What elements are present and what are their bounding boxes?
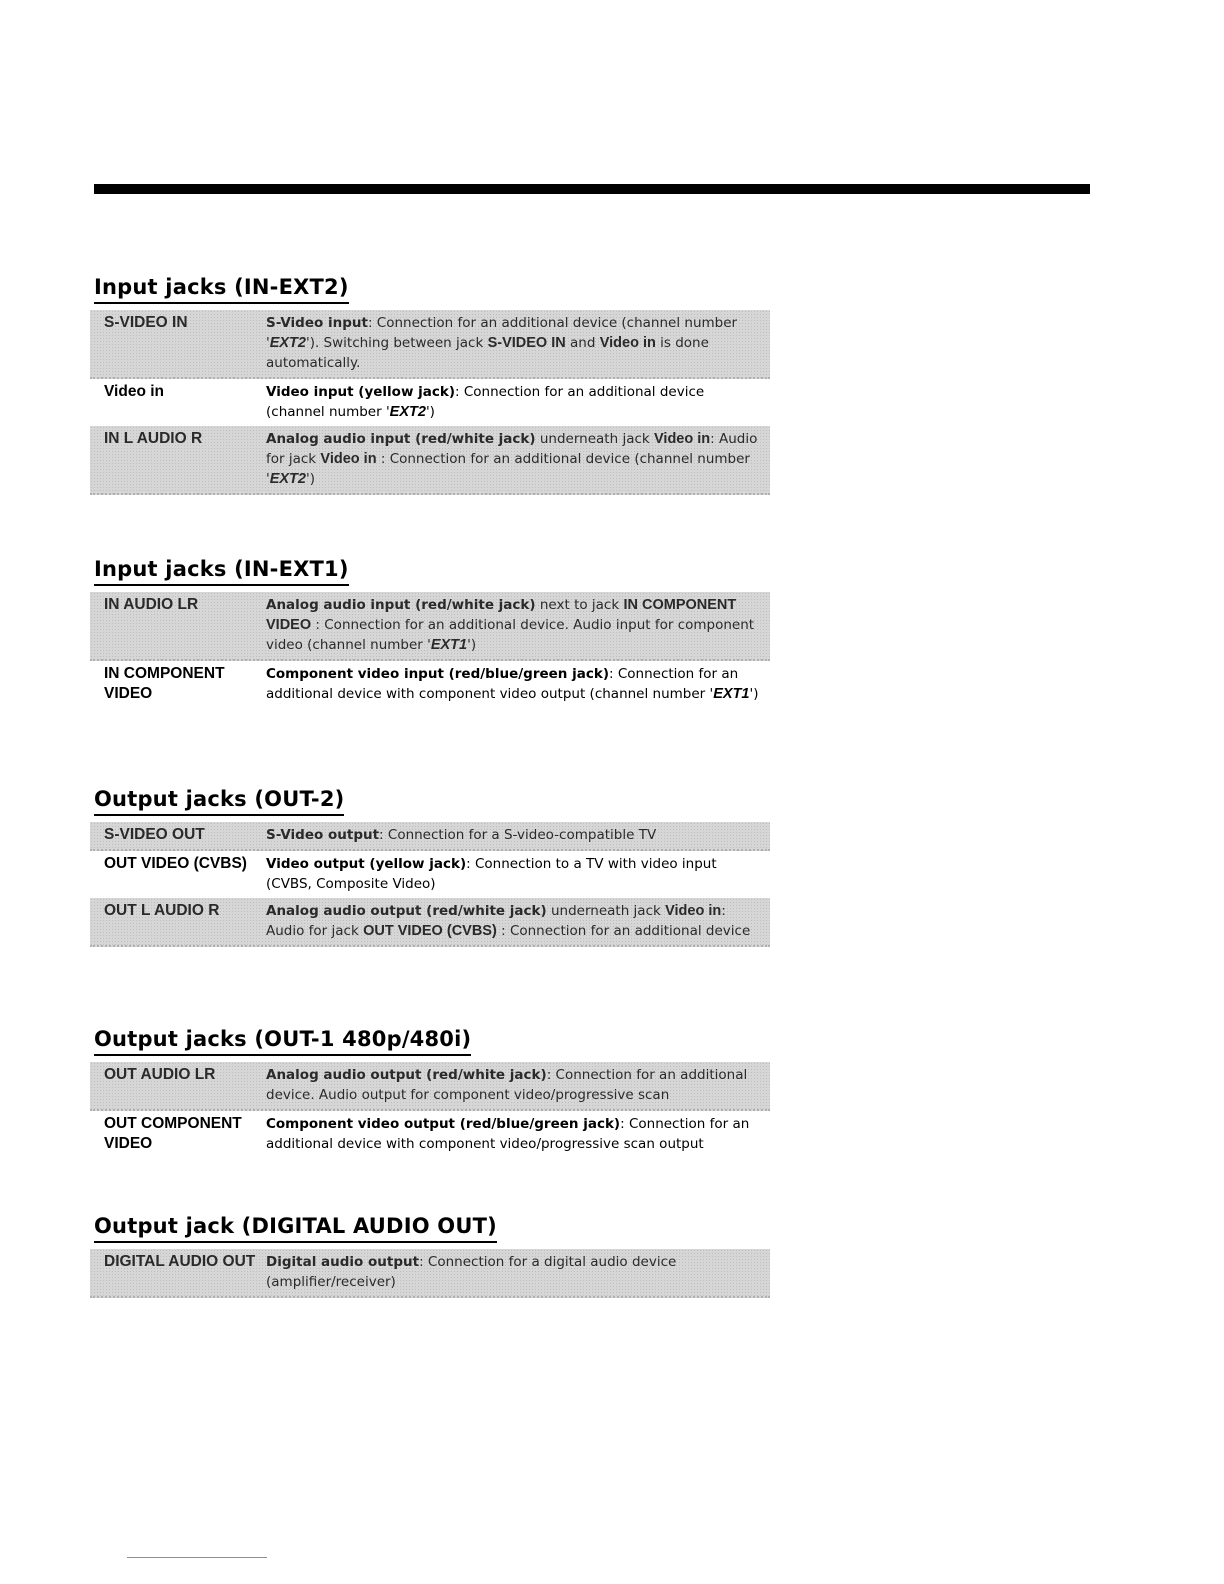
- section-in-ext1: [90, 556, 770, 708]
- description-text: Analog audio input (red/white jack): [266, 597, 536, 613]
- section-out-2: [90, 786, 770, 947]
- jack-name: OUT COMPONENT VIDEO: [104, 1115, 242, 1152]
- description-text: Video output (yellow jack): [266, 856, 467, 872]
- description-text: '): [467, 637, 477, 653]
- description-text: Video in: [599, 335, 656, 351]
- description-text: : Connection for a digital audio device (amplifier/receiver): [266, 1254, 677, 1290]
- table-row: [90, 661, 770, 708]
- jack-name: OUT VIDEO (CVBS): [104, 855, 247, 872]
- description-text: EXT1: [713, 686, 750, 702]
- jack-description: [266, 1252, 770, 1292]
- table-row: [90, 822, 770, 851]
- footer-rule: [127, 1557, 267, 1558]
- description-text: : Connection for an additional device (channel number ': [266, 451, 750, 487]
- jack-name: IN COMPONENT VIDEO: [104, 665, 225, 702]
- jack-table: [90, 822, 770, 947]
- description-text: : Audio for jack: [266, 903, 726, 939]
- description-text: : Connection to a TV with video input (CVBS, Composite Video): [266, 856, 717, 892]
- description-text: : Connection for a S-video-compatible TV: [379, 827, 657, 843]
- jack-table: [90, 1249, 770, 1298]
- top-rule: [94, 184, 1090, 194]
- jack-name: S-VIDEO IN: [104, 314, 188, 331]
- description-text: '): [305, 471, 315, 487]
- description-text: Analog audio output (red/white jack): [266, 903, 547, 919]
- jack-description: [266, 313, 770, 373]
- description-text: IN COMPONENT VIDEO: [266, 597, 737, 633]
- table-row: [90, 310, 770, 379]
- table-row: [90, 1111, 770, 1158]
- jack-description: [266, 1114, 770, 1154]
- jack-table: [90, 310, 770, 495]
- section-heading: Input jacks (IN-EXT2): [94, 274, 349, 304]
- table-row: [90, 851, 770, 898]
- description-text: S-Video output: [266, 827, 380, 843]
- description-text: OUT VIDEO (CVBS): [363, 923, 497, 939]
- description-text: Video input (yellow jack): [266, 384, 456, 400]
- description-text: : Connection for an additional device with component video/progressive scan output: [266, 1116, 750, 1152]
- jack-name: IN L AUDIO R: [104, 430, 203, 447]
- description-text: next to jack: [535, 597, 624, 613]
- section-heading: Output jacks (OUT-1 480p/480i): [94, 1026, 471, 1056]
- description-text: Analog audio input (red/white jack): [266, 431, 536, 447]
- jack-table: [90, 592, 770, 708]
- description-text: Component video input (red/blue/green jack): [266, 666, 610, 682]
- jack-table: [90, 1062, 770, 1158]
- description-text: : Connection for an additional device (channel number ': [266, 315, 738, 351]
- description-text: : Connection for an additional device: [496, 923, 751, 939]
- description-text: '): [425, 404, 435, 420]
- description-text: S-VIDEO IN: [487, 335, 566, 351]
- description-text: is done automatically.: [266, 335, 709, 371]
- description-text: : Connection for an additional device. Audio output for component video/progressive scan: [266, 1067, 748, 1103]
- table-row: [90, 1062, 770, 1111]
- jack-description: [266, 429, 770, 489]
- jack-description: [266, 382, 770, 422]
- description-text: Analog audio output (red/white jack): [266, 1067, 547, 1083]
- description-text: : Connection for an additional device with component video output (channel number ': [266, 666, 739, 702]
- description-text: '). Switching between jack: [305, 335, 488, 351]
- section-heading: Output jack (DIGITAL AUDIO OUT): [94, 1213, 497, 1243]
- description-text: Video in: [654, 431, 711, 447]
- description-text: EXT1: [430, 637, 468, 653]
- section-in-ext2: [90, 274, 770, 495]
- description-text: Video in: [665, 903, 722, 919]
- jack-description: [266, 595, 770, 655]
- table-row: [90, 379, 770, 426]
- jack-name: DIGITAL AUDIO OUT: [104, 1253, 256, 1270]
- table-row: [90, 592, 770, 661]
- section-heading: Output jacks (OUT-2): [94, 786, 344, 816]
- description-text: '): [749, 686, 759, 702]
- description-text: Video in: [320, 451, 377, 467]
- description-text: EXT2: [389, 404, 426, 420]
- jack-name: IN AUDIO LR: [104, 596, 199, 613]
- description-text: and: [565, 335, 600, 351]
- description-text: : Connection for an additional device. Audio input for component video (channel number ': [266, 617, 755, 653]
- section-heading: Input jacks (IN-EXT1): [94, 556, 349, 586]
- description-text: S-Video input: [266, 315, 368, 331]
- section-out-1: [90, 1026, 770, 1158]
- jack-description: [266, 854, 770, 894]
- jack-name: OUT AUDIO LR: [104, 1066, 216, 1083]
- table-row: [90, 426, 770, 495]
- description-text: underneath jack: [546, 903, 666, 919]
- jack-name: Video in: [104, 383, 165, 400]
- description-text: : Audio for jack: [266, 431, 758, 467]
- table-row: [90, 1249, 770, 1298]
- description-text: : Connection for an additional device (channel number ': [266, 384, 705, 420]
- description-text: EXT2: [269, 335, 306, 351]
- description-text: underneath jack: [535, 431, 654, 447]
- jack-name: S-VIDEO OUT: [104, 826, 205, 843]
- table-row: [90, 898, 770, 947]
- description-text: Component video output (red/blue/green jack): [266, 1116, 621, 1132]
- jack-description: [266, 901, 770, 941]
- jack-name: OUT L AUDIO R: [104, 902, 220, 919]
- jack-description: [266, 664, 770, 704]
- jack-description: [266, 1065, 770, 1105]
- section-digital-audio-out: [90, 1213, 770, 1298]
- description-text: Digital audio output: [266, 1254, 420, 1270]
- jack-description: [266, 825, 770, 845]
- description-text: EXT2: [269, 471, 306, 487]
